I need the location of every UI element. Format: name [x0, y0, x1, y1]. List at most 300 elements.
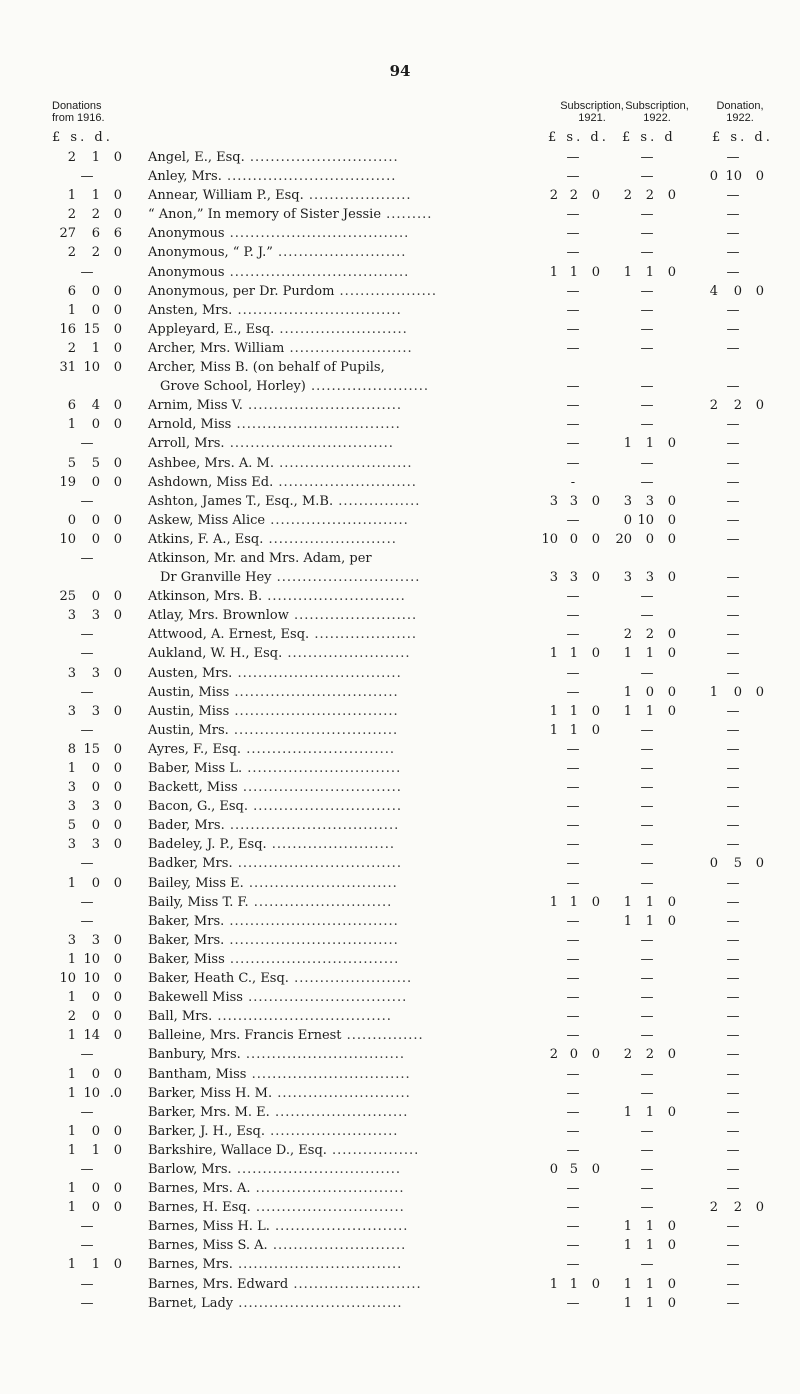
subscription-1922-empty: —	[640, 283, 654, 299]
subscription-1922-shillings: 1	[645, 1295, 654, 1311]
subscription-1921-pence: 0	[591, 493, 600, 509]
subscription-1922-empty: —	[640, 589, 654, 605]
subscription-1921-empty: —	[566, 818, 580, 834]
list-item	[0, 1026, 800, 1045]
subscription-1922-amount	[610, 683, 676, 702]
subscriber-name	[148, 931, 548, 950]
subscription-1922-empty: —	[640, 150, 654, 165]
donation-1916-shillings: 0	[91, 1200, 100, 1216]
donation-1922-empty: —	[726, 207, 740, 223]
donation-1916-amount	[50, 1141, 122, 1160]
subscriber-name-line: Anonymous	[148, 264, 225, 280]
donation-1916-shillings: 0	[91, 474, 100, 490]
subscription-1921-empty: —	[566, 856, 580, 872]
leader-dots: ....................	[309, 627, 417, 643]
subscription-1922-empty: —	[640, 417, 654, 433]
subscription-1922-pounds: 0	[623, 512, 632, 528]
subscription-1922-amount	[610, 893, 676, 912]
donation-1916-pounds: 2	[67, 340, 76, 356]
subscription-1922-empty: —	[640, 722, 654, 738]
leader-dots: ................................	[231, 417, 401, 433]
currency-pound: £	[622, 130, 634, 145]
subscription-1921-pounds: 1	[549, 264, 558, 280]
subscriber-name-line: Grove School, Horley)	[160, 379, 306, 395]
subscription-1921-empty: —	[566, 837, 580, 853]
donation-1916-pence: 0	[113, 1142, 122, 1158]
list-item	[0, 454, 800, 473]
currency-pound: £	[548, 130, 560, 145]
donation-1922-empty: —	[726, 321, 740, 337]
subscription-1921-empty: —	[566, 1104, 580, 1120]
subscriber-name-line: Barnes, Miss S. A.	[148, 1238, 268, 1254]
subscription-1921-pounds: 1	[549, 703, 558, 719]
donation-1922-empty: —	[726, 627, 740, 643]
donation-1922-pence: 0	[755, 856, 764, 872]
subscription-1922-pounds: 2	[623, 1047, 632, 1063]
donation-1916-pounds: 1	[67, 875, 76, 891]
subscription-1921-amount	[536, 1045, 600, 1064]
donation-1916-amount	[50, 587, 122, 606]
subscription-1921-empty: —	[566, 1238, 580, 1254]
subscription-1921-pounds: 1	[549, 1276, 558, 1292]
subscriber-name-line: Austin, Mrs.	[148, 722, 229, 738]
donation-1916-amount	[50, 874, 122, 893]
subscription-1921-shillings: 1	[569, 722, 578, 738]
subscription-1921-pence: 0	[591, 722, 600, 738]
subscription-1921-pence: 0	[591, 646, 600, 662]
donation-1916-empty: —	[80, 169, 94, 185]
donation-1916-shillings: 6	[91, 226, 100, 242]
subscriber-name-line: Barlow, Mrs.	[148, 1161, 232, 1177]
donation-1916-shillings: 4	[91, 398, 100, 414]
subscriber-name	[148, 434, 548, 453]
list-item	[0, 664, 800, 683]
list-item	[0, 1255, 800, 1274]
subscriber-name	[148, 263, 548, 282]
subscription-1922-amount	[610, 1236, 676, 1255]
donation-1916-pence: 0	[113, 932, 122, 948]
amount-line	[0, 377, 800, 396]
subscription-1922-amount	[610, 644, 676, 663]
donation-1922-empty: —	[726, 512, 740, 528]
leader-dots: ................................	[231, 1161, 402, 1177]
subscription-1922-shillings: 1	[645, 264, 654, 280]
donation-1916-pence: .0	[109, 1085, 122, 1101]
subscriber-name-line: Archer, Mrs. William	[148, 340, 285, 356]
subscription-1921-amount	[536, 263, 600, 282]
subscription-1922-empty: —	[640, 379, 654, 395]
donation-1922-empty: —	[726, 474, 740, 490]
subscription-1922-amount	[610, 1103, 676, 1122]
list-item	[0, 683, 800, 702]
subscription-1921-pounds: 3	[549, 570, 558, 586]
subscription-1921-empty: —	[566, 1142, 580, 1158]
donation-1916-empty: —	[80, 1238, 94, 1254]
donation-1922-empty: —	[726, 1219, 740, 1235]
subscription-1921-amount	[536, 644, 600, 663]
donation-1916-shillings: 10	[83, 951, 100, 967]
subscription-1922-pounds: 1	[623, 1219, 632, 1235]
subscription-1921-empty: —	[566, 684, 580, 700]
subscription-1922-pounds: 3	[623, 570, 632, 586]
donation-1916-amount	[50, 816, 122, 835]
donation-1916-pence: 0	[113, 283, 122, 299]
donation-1916-shillings: 0	[91, 990, 100, 1006]
donation-1916-shillings: 3	[91, 703, 100, 719]
donation-1922-empty: —	[726, 932, 740, 948]
subscriber-name-line: Badker, Mrs.	[148, 856, 233, 872]
subscription-1922-pence: 0	[667, 1276, 676, 1292]
list-item	[0, 167, 800, 186]
donation-1916-pence: 0	[113, 1181, 122, 1197]
donation-1916-shillings: 0	[91, 1009, 100, 1025]
donation-1922-empty: —	[726, 1085, 740, 1101]
donation-1922-empty: —	[726, 703, 740, 719]
subscription-1922-amount	[610, 492, 676, 511]
donation-1922-pounds: 0	[709, 169, 718, 185]
donation-1916-amount	[50, 759, 122, 778]
subscription-1921-empty: —	[566, 875, 580, 891]
subscription-1922-pence: 0	[667, 188, 676, 204]
donation-1916-empty: —	[80, 894, 94, 910]
leader-dots: .............................	[244, 150, 399, 165]
list-item	[0, 721, 800, 740]
subscriber-name	[148, 835, 548, 854]
subscription-1921-amount	[536, 702, 600, 721]
subscriber-name	[148, 205, 548, 224]
list-item	[0, 148, 800, 167]
subscription-1922-empty: —	[640, 856, 654, 872]
donation-1922-empty: —	[726, 741, 740, 757]
donation-1916-shillings: 2	[91, 245, 100, 261]
subscriber-name	[148, 396, 548, 415]
donation-1916-amount	[50, 606, 122, 625]
list-item	[0, 339, 800, 358]
subscription-1921-amount	[536, 530, 600, 549]
leader-dots: .................................	[224, 818, 400, 834]
subscription-1922-empty: —	[640, 321, 654, 337]
subscription-1922-shillings: 1	[645, 436, 654, 452]
subscription-1922-empty: —	[640, 1066, 654, 1082]
donation-1916-pence: 0	[113, 245, 122, 261]
donation-1922-empty: —	[726, 646, 740, 662]
donation-1916-shillings: 1	[91, 1257, 100, 1273]
donation-1916-pounds: 1	[67, 1123, 76, 1139]
donation-1922-empty: —	[726, 1238, 740, 1254]
subscription-1922-pence: 0	[667, 1047, 676, 1063]
subscriber-name-line: Backett, Miss	[148, 780, 238, 796]
list-item	[0, 396, 800, 415]
subscriber-name	[148, 1084, 548, 1103]
subscription-1922-shillings: 10	[637, 512, 654, 528]
list-item	[0, 1103, 800, 1122]
list-item	[0, 606, 800, 625]
subscriber-name-line: Barnet, Lady	[148, 1295, 234, 1311]
subscription-1922-empty: —	[640, 990, 654, 1006]
donation-1916-pounds: 1	[67, 951, 76, 967]
currency-header-sub1921	[548, 130, 609, 145]
donation-1916-amount	[50, 1065, 122, 1084]
donation-1922-empty: —	[726, 340, 740, 356]
donation-1922-pence: 0	[755, 169, 764, 185]
currency-pence: d.	[754, 130, 773, 145]
subscription-1922-shillings: 1	[645, 703, 654, 719]
subscriber-name	[148, 912, 548, 931]
currency-shilling: s.	[730, 130, 748, 145]
subscription-1922-pence: 0	[667, 531, 676, 547]
donation-1916-pounds: 6	[67, 398, 76, 414]
donation-1916-pence: 0	[113, 1066, 122, 1082]
donation-1922-empty: —	[726, 188, 740, 204]
donation-1922-pence: 0	[755, 1200, 764, 1216]
subscription-1921-empty: —	[566, 398, 580, 414]
donation-1916-pence: 0	[113, 455, 122, 471]
donation-1922-empty: —	[726, 1028, 740, 1044]
subscription-1922-empty: —	[640, 761, 654, 776]
leader-dots: ...................	[334, 283, 438, 299]
donation-1916-amount	[50, 950, 122, 969]
list-item	[0, 835, 800, 854]
header-line: Subscription,	[560, 100, 624, 112]
donation-1916-shillings: 0	[91, 1181, 100, 1197]
leader-dots: .................................	[224, 913, 399, 929]
currency-shilling: s.	[566, 130, 584, 145]
subscription-1922-pounds: 1	[623, 646, 632, 662]
subscription-1921-pence: 0	[591, 703, 600, 719]
subscription-1921-empty: —	[566, 780, 580, 796]
list-item	[0, 587, 800, 606]
donation-1916-empty: —	[80, 1104, 94, 1120]
subscription-1921-pounds: 1	[549, 894, 558, 910]
subscriber-name	[148, 797, 548, 816]
donation-1916-pence: 0	[113, 741, 122, 757]
subscription-1921-shillings: 0	[569, 531, 578, 547]
subscriber-name	[148, 148, 548, 167]
subscription-1922-pence: 0	[667, 436, 676, 452]
donation-1916-shillings: 3	[91, 837, 100, 853]
subscription-1921-empty: —	[566, 379, 580, 395]
subscription-1922-empty: —	[640, 398, 654, 414]
donation-1916-amount	[50, 778, 122, 797]
donation-1922-shillings: 2	[733, 1200, 742, 1216]
donation-1916-shillings: 0	[91, 512, 100, 528]
subscription-1921-empty: —	[566, 283, 580, 299]
header-line: 1922.	[726, 112, 754, 124]
donation-1916-pence: 0	[113, 608, 122, 624]
subscription-1922-empty: —	[640, 780, 654, 796]
subscriber-name	[148, 1103, 548, 1122]
subscriber-name	[148, 186, 548, 205]
subscription-1921-empty: —	[566, 589, 580, 605]
subscriber-name-line: Bacon, G., Esq.	[148, 799, 248, 815]
donation-1922-shillings: 0	[733, 283, 742, 299]
subscriber-name	[148, 664, 548, 683]
donation-1916-empty: —	[80, 627, 94, 643]
donation-1916-pence: 0	[113, 799, 122, 815]
currency-header-sub1922	[622, 130, 676, 145]
leader-dots: ................................	[229, 684, 399, 700]
subscriber-name-line: Arroll, Mrs.	[148, 436, 225, 452]
donation-1922-shillings: 5	[733, 856, 742, 872]
donation-1916-pence: 0	[113, 1123, 122, 1139]
donation-1916-amount	[50, 1255, 122, 1274]
donation-1922-empty: —	[726, 1295, 740, 1311]
donation-1916-amount	[50, 454, 122, 473]
subscription-1921-pence: 0	[591, 894, 600, 910]
subscriber-name-line: Barnes, Miss H. L.	[148, 1219, 270, 1235]
list-item	[0, 243, 800, 262]
subscription-1922-empty: —	[640, 665, 654, 681]
currency-pence: d.	[94, 130, 113, 145]
subscriber-name	[148, 1141, 548, 1160]
donation-1916-shillings: 0	[91, 417, 100, 433]
subscriber-name	[148, 778, 548, 797]
subscriber-name-line: Anley, Mrs.	[148, 169, 222, 185]
donation-1916-pence: 0	[113, 207, 122, 223]
donation-1922-shillings: 2	[733, 398, 742, 414]
subscriber-name-line: Baber, Miss L.	[148, 761, 243, 776]
list-item	[0, 1122, 800, 1141]
subscription-1922-pence: 0	[667, 1295, 676, 1311]
subscription-1922-empty: —	[640, 875, 654, 891]
donation-1916-pence: 0	[113, 1257, 122, 1273]
donation-1916-pounds: 3	[67, 932, 76, 948]
subscriber-name-line: Arnim, Miss V.	[148, 398, 243, 414]
donation-1916-empty: —	[80, 856, 94, 872]
donation-1922-empty: —	[726, 780, 740, 796]
subscriber-name-line: Anonymous, per Dr. Purdom	[148, 283, 335, 299]
leader-dots: ...........................	[262, 589, 406, 605]
subscriber-name-line: Atkinson, Mr. and Mrs. Adam, per	[148, 550, 372, 566]
leader-dots: ................................	[224, 436, 394, 452]
subscription-1922-empty: —	[640, 837, 654, 853]
subscription-1921-empty: —	[566, 1085, 580, 1101]
donation-1916-pence: 0	[113, 417, 122, 433]
subscriber-name	[148, 759, 548, 778]
donation-1916-pounds: 1	[67, 1181, 76, 1197]
donation-1916-shillings: 1	[91, 340, 100, 356]
subscriber-name	[148, 339, 548, 358]
list-item	[0, 358, 800, 396]
subscriber-name-line: Bailey, Miss E.	[148, 875, 244, 891]
donation-1916-pounds: 5	[67, 455, 76, 471]
subscription-1921-empty: —	[566, 436, 580, 452]
subscription-1921-empty: —	[566, 245, 580, 261]
donation-1916-empty: —	[80, 1047, 94, 1063]
leader-dots: .................................	[221, 169, 397, 185]
subscriber-name-line: Atkinson, Mrs. B.	[148, 589, 263, 605]
subscription-1922-empty: —	[640, 302, 654, 318]
list-item	[0, 434, 800, 453]
donation-1916-amount	[50, 473, 122, 492]
donation-1916-pence: 0	[113, 1028, 122, 1044]
donation-1922-empty: —	[726, 722, 740, 738]
donation-1916-pounds: 1	[67, 761, 76, 776]
leader-dots: ........................	[266, 837, 395, 853]
subscription-1922-pounds: 1	[623, 1238, 632, 1254]
donation-1922-amount	[696, 167, 764, 186]
subscriber-name	[148, 1198, 548, 1217]
subscriber-name	[148, 988, 548, 1007]
subscriber-name	[148, 167, 548, 186]
subscription-1921-shillings: 1	[569, 894, 578, 910]
donation-1916-amount	[50, 969, 122, 988]
currency-header-don1922	[712, 130, 773, 145]
subscription-1922-empty: —	[640, 818, 654, 834]
subscription-1922-empty: —	[640, 1142, 654, 1158]
leader-dots: ..........................	[269, 1104, 409, 1120]
subscription-1921-empty: —	[566, 226, 580, 242]
subscriber-name	[148, 415, 548, 434]
subscriber-name-line: Ashdown, Miss Ed.	[148, 474, 274, 490]
subscriber-name-line: Baker, Mrs.	[148, 913, 225, 929]
list-item	[0, 644, 800, 663]
list-item	[0, 931, 800, 950]
list-item	[0, 205, 800, 224]
donation-1916-empty: —	[80, 1295, 94, 1311]
subscription-1922-pounds: 20	[615, 531, 632, 547]
subscription-1921-pence: 0	[591, 1161, 600, 1177]
donation-1916-shillings: 0	[91, 531, 100, 547]
subscriber-name	[148, 1065, 548, 1084]
subscription-1922-empty: —	[640, 932, 654, 948]
subscription-1922-pence: 0	[667, 512, 676, 528]
donation-1916-empty: —	[80, 550, 94, 566]
donation-1916-pounds: 1	[67, 417, 76, 433]
subscriber-name	[148, 492, 548, 511]
leader-dots: ............................	[271, 570, 421, 586]
list-item	[0, 759, 800, 778]
subscription-1922-shillings: 3	[645, 570, 654, 586]
subscription-1922-pounds: 2	[623, 188, 632, 204]
list-item	[0, 320, 800, 339]
leader-dots: ...........................	[248, 894, 393, 910]
page-number: 94	[389, 62, 411, 80]
donation-1916-pence: 0	[113, 321, 122, 337]
subscription-1922-empty: —	[640, 1161, 654, 1177]
subscriber-name	[148, 1217, 548, 1236]
donation-1916-shillings: 10	[83, 360, 100, 376]
list-item	[0, 702, 800, 721]
donation-1916-empty: —	[80, 646, 94, 662]
leader-dots: .......................	[288, 971, 413, 987]
donation-1916-pence: 0	[113, 340, 122, 356]
donation-1916-pounds: 1	[67, 302, 76, 318]
donation-1922-amount	[696, 683, 764, 702]
donation-1916-shillings: 10	[83, 1085, 100, 1101]
currency-shilling: s.	[70, 130, 88, 145]
donation-1916-shillings: 0	[91, 875, 100, 891]
subscription-1921-empty: —	[566, 932, 580, 948]
subscription-1922-shillings: 3	[645, 493, 654, 509]
subscription-1921-shillings: 1	[569, 703, 578, 719]
subscriber-name-line: Anonymous, “ P. J.”	[148, 245, 273, 261]
subscription-1921-empty: —	[566, 1219, 580, 1235]
donation-1916-amount	[50, 530, 122, 549]
subscription-1922-empty: —	[640, 971, 654, 987]
subscription-1921-amount	[536, 492, 600, 511]
donation-1922-empty: —	[726, 493, 740, 509]
subscription-1921-pounds: 10	[541, 531, 558, 547]
subscriber-name-line: Barker, J. H., Esq.	[148, 1123, 265, 1139]
list-item	[0, 1236, 800, 1255]
subscriber-name-line: Anonymous	[148, 226, 225, 242]
list-item	[0, 950, 800, 969]
donation-1916-pence: 0	[113, 1200, 122, 1216]
leader-dots: ................................	[232, 302, 402, 318]
list-item	[0, 1179, 800, 1198]
subscriber-name	[148, 1007, 548, 1026]
